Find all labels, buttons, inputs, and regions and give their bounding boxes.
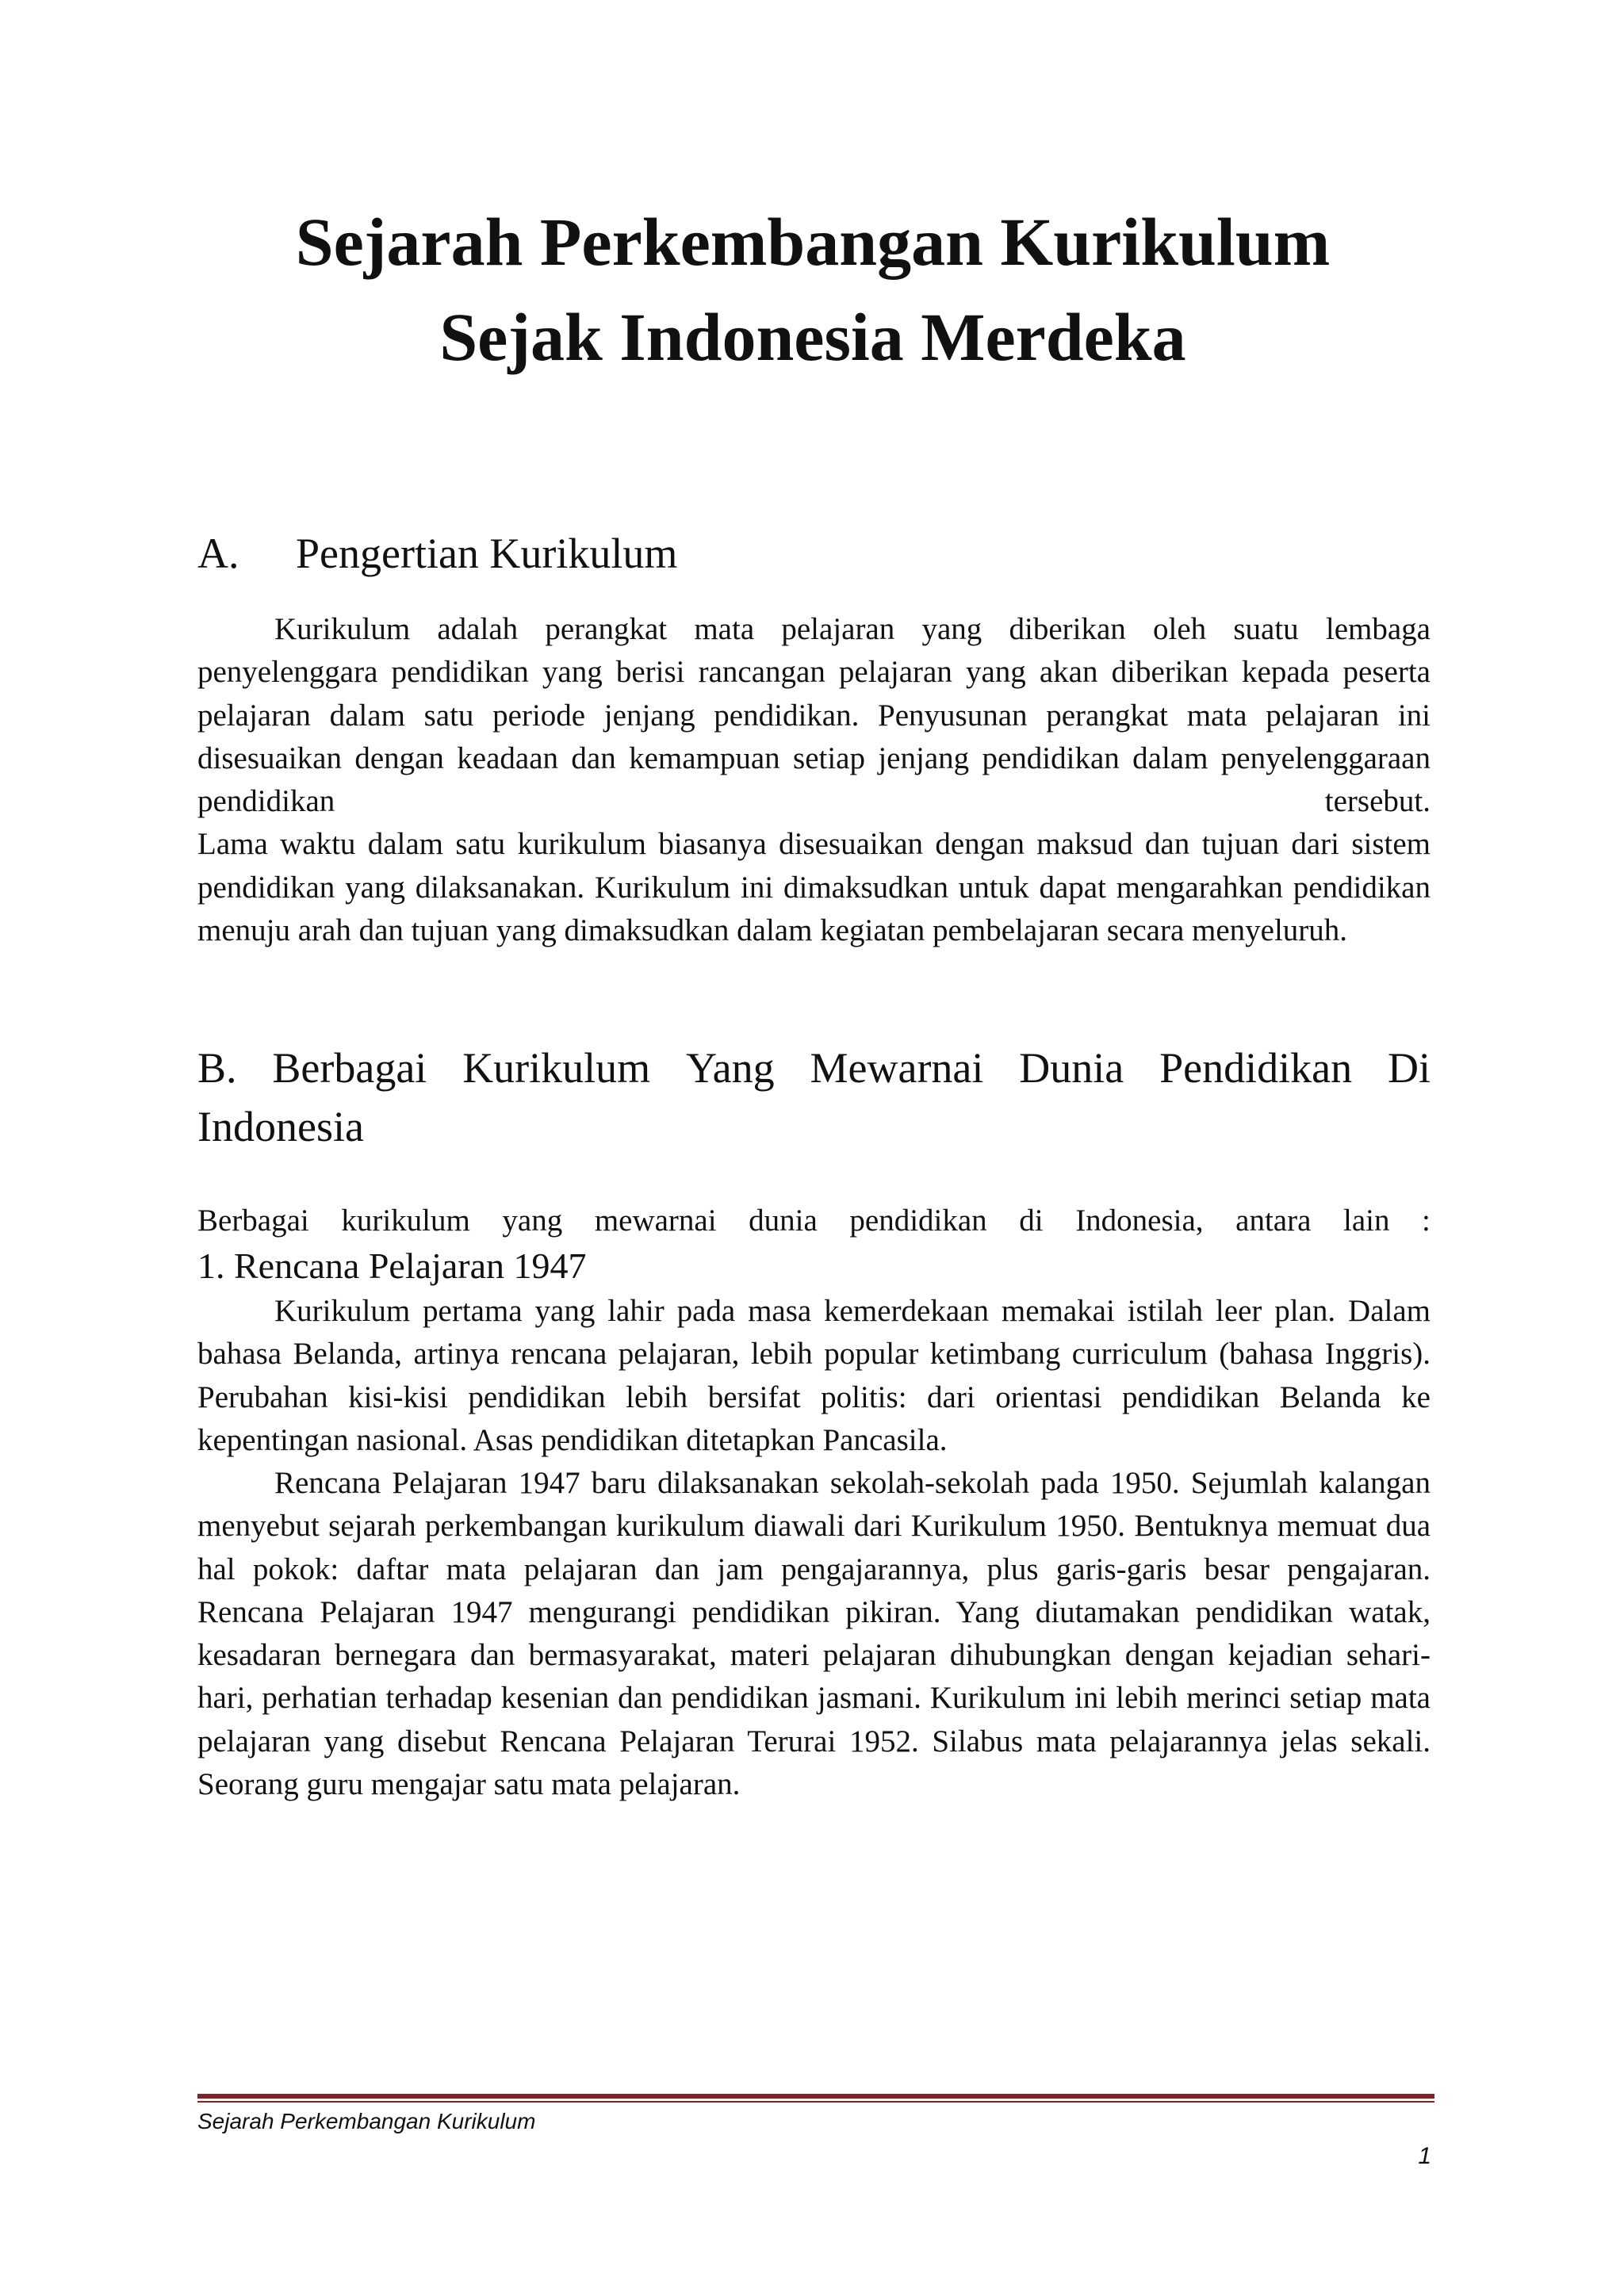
section-b-intro-word: Berbagai bbox=[197, 1203, 309, 1238]
section-a-title: Pengertian Kurikulum bbox=[296, 530, 678, 577]
section-b-heading-word: Di bbox=[1387, 1044, 1431, 1092]
section-b-intro-word: antara bbox=[1235, 1203, 1312, 1238]
section-b-heading-word: Kurikulum bbox=[462, 1044, 651, 1092]
section-a-letter: A. bbox=[197, 530, 239, 577]
section-b-intro-word: kurikulum bbox=[341, 1203, 470, 1238]
footer-rule-thin bbox=[197, 2101, 1434, 2103]
paragraph-duration: Lama waktu dalam satu kurikulum biasanya disesuaikan dengan maksud dan tujuan dari sistem pendidikan yang dilaksanakan. Kurikulum ini dimaksudkan untuk dapat mengarahkan pendidikan menuju arah dan tujuan yang dimaksudkan dalam kegiatan pembelajaran secara menyeluruh. bbox=[197, 827, 1431, 948]
section-b-heading-word: Pendidikan bbox=[1159, 1044, 1353, 1092]
section-b-intro-word: yang bbox=[502, 1203, 563, 1238]
section-b-intro-word: pendidikan bbox=[849, 1203, 987, 1238]
paragraph-rencana-1950: Rencana Pelajaran 1947 baru dilaksanakan sekolah-sekolah pada 1950. Sejumlah kalangan menyebut sejarah perkembangan kurikulum diawali dari Kurikulum 1950. Bentuknya memuat dua hal pokok: daftar mata pelajaran dan jam pengajarannya, plus garis-garis besar pengajaran. Rencana Pelajaran 1947 mengurangi pendidikan pikiran. Yang diutamakan pendidikan watak, kesadaran bernegara dan bermasyarakat, materi pelajaran dihubungkan dengan kejadian sehari-hari, perhatian terhadap kesenian dan pendidikan jasmani. Kurikulum ini lebih merinci setiap mata pelajaran yang disebut Rencana Pelajaran Terurai 1952. Silabus mata pelajarannya jelas sekali. Seorang guru mengajar satu mata pelajaran. bbox=[197, 1466, 1431, 1802]
footer-rule-thick bbox=[197, 2094, 1434, 2099]
section-b-intro-word: Indonesia, bbox=[1075, 1203, 1204, 1238]
section-b-intro-word: : bbox=[1422, 1203, 1431, 1238]
title-line-1: Sejarah Perkembangan Kurikulum bbox=[295, 204, 1331, 280]
section-b-heading-line-2: Indonesia bbox=[197, 1103, 364, 1150]
title-line-2: Sejak Indonesia Merdeka bbox=[439, 299, 1186, 375]
section-b-heading-line-1 bbox=[197, 1039, 1431, 1097]
subsection-1-body-continued bbox=[197, 1462, 1431, 1806]
document-title bbox=[198, 194, 1427, 385]
section-b-intro-word: mewarnai bbox=[594, 1203, 717, 1238]
section-b-heading-word: Dunia bbox=[1019, 1044, 1124, 1092]
section-b-heading-word: B. bbox=[197, 1044, 237, 1092]
section-b-intro-word: lain bbox=[1342, 1203, 1390, 1238]
section-b-heading-word: Berbagai bbox=[272, 1044, 427, 1092]
paragraph-definition: Kurikulum adalah perangkat mata pelajaran yang diberikan oleh suatu lembaga penyelenggara pendidikan yang berisi rancangan pelajaran yang akan diberikan kepada peserta pelajaran dalam satu periode jenjang pendidikan. Penyusunan perangkat mata pelajaran ini disesuaikan dengan keadaan dan kemampuan setiap jenjang pendidikan dalam penyelenggaraan pendidikan tersebut. bbox=[197, 612, 1431, 819]
page-number: 1 bbox=[1418, 2143, 1431, 2169]
section-b-heading-word: Yang bbox=[686, 1044, 775, 1092]
section-b-intro bbox=[197, 1200, 1431, 1242]
subsection-1-body bbox=[197, 1290, 1431, 1462]
footer-running-title: Sejarah Perkembangan Kurikulum bbox=[197, 2109, 536, 2133]
subsection-1-heading: 1. Rencana Pelajaran 1947 bbox=[197, 1246, 587, 1286]
section-a-body bbox=[197, 608, 1431, 952]
paragraph-leer-plan: Kurikulum pertama yang lahir pada masa kemerdekaan memakai istilah leer plan. Dalam bahasa Belanda, artinya rencana pelajaran, lebih popular ketimbang curriculum (bahasa Inggris). Perubahan kisi-kisi pendidikan lebih bersifat politis: dari orientasi pendidikan Belanda ke kepentingan nasional. Asas pendidikan ditetapkan Pancasila. bbox=[197, 1294, 1431, 1457]
section-b-intro-word: dunia bbox=[749, 1203, 818, 1238]
section-a-heading bbox=[197, 522, 677, 585]
section-b-intro-word: di bbox=[1019, 1203, 1044, 1238]
section-b-heading-word: Mewarnai bbox=[810, 1044, 984, 1092]
section-b-heading bbox=[197, 1039, 1431, 1156]
